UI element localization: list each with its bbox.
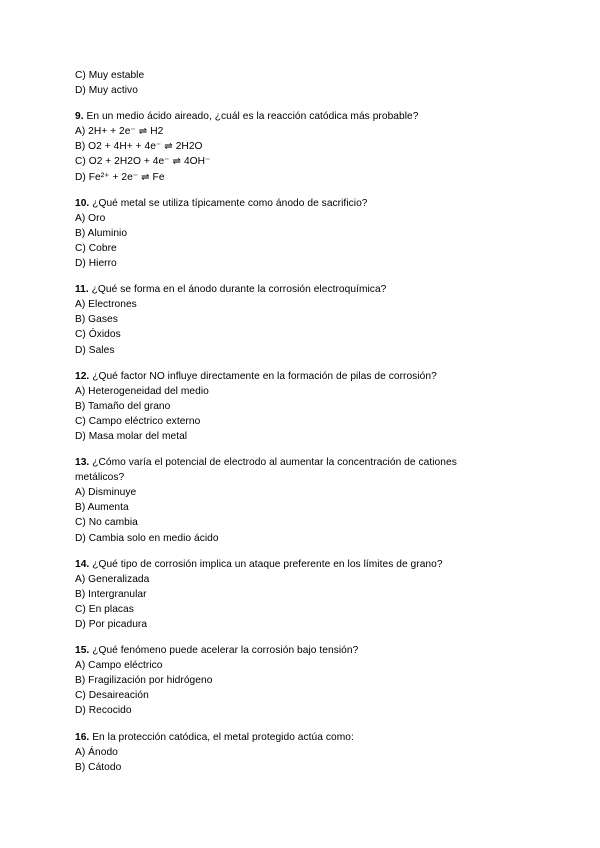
question-number: 14. xyxy=(75,558,90,570)
option-line: B) Fragilización por hidrógeno xyxy=(75,675,213,687)
option-line: D) Por picadura xyxy=(75,619,148,630)
question-list xyxy=(75,109,545,775)
question-prompt: ¿Qué se forma en el ánodo durante la corrosión electroquímica? xyxy=(91,284,387,296)
question-prompt: ¿Qué tipo de corrosión implica un ataque preferente en los límites de grano? xyxy=(92,558,443,570)
option-line: D) Cambia solo en medio ácido xyxy=(75,532,219,544)
option-line: C) Muy estable xyxy=(75,70,145,81)
question-prompt: ¿Cómo varía el potencial de electrodo al aumentar la concentración de cationes metálicos? xyxy=(75,457,457,484)
document-page xyxy=(75,68,545,775)
question-text xyxy=(75,109,493,124)
question-block xyxy=(75,369,545,444)
option-line: C) Óxidos xyxy=(75,329,121,341)
question-text xyxy=(75,369,493,384)
question-text xyxy=(75,730,493,745)
option-line: A) Disminuye xyxy=(75,487,137,499)
question-prompt: ¿Qué fenómeno puede acelerar la corrosión bajo tensión? xyxy=(92,645,359,657)
option-line: A) 2H+ + 2e⁻ ⇌ H2 xyxy=(75,126,164,138)
question-block xyxy=(75,109,545,184)
option-line: B) Cátodo xyxy=(75,761,122,773)
question-number: 13. xyxy=(75,457,90,469)
option-line: C) En placas xyxy=(75,603,134,615)
question-prompt: En un medio ácido aireado, ¿cuál es la reacción catódica más probable? xyxy=(86,111,419,123)
question-number: 16. xyxy=(75,731,90,743)
question-text xyxy=(75,643,493,658)
question-text xyxy=(75,557,493,572)
option-line: B) O2 + 4H+ + 4e⁻ ⇌ 2H2O xyxy=(75,141,203,153)
question-prompt: ¿Qué factor NO influye directamente en la formación de pilas de corrosión? xyxy=(92,370,437,382)
option-line: B) Aumenta xyxy=(75,502,129,514)
option-line: D) Recocido xyxy=(75,705,132,717)
question-block xyxy=(75,730,545,775)
question-prompt: En la protección catódica, el metal protegido actúa como: xyxy=(92,731,354,743)
question-number: 11. xyxy=(75,284,89,296)
option-line: A) Oro xyxy=(75,212,106,224)
option-line: B) Tamaño del grano xyxy=(75,400,171,412)
question-block xyxy=(75,196,545,271)
option-line: B) Gases xyxy=(75,314,118,326)
question-prompt: ¿Qué metal se utiliza típicamente como ánodo de sacrificio? xyxy=(92,197,368,209)
option-line: D) Sales xyxy=(75,344,115,356)
question-text xyxy=(75,455,493,485)
option-line: A) Ánodo xyxy=(75,746,118,758)
option-line: C) O2 + 2H2O + 4e⁻ ⇌ 4OH⁻ xyxy=(75,156,211,168)
question-block xyxy=(75,455,545,546)
option-line: A) Electrones xyxy=(75,299,137,311)
option-line: D) Fe²⁺ + 2e⁻ ⇌ Fe xyxy=(75,171,165,183)
option-line: C) Desaireación xyxy=(75,690,149,702)
question-block xyxy=(75,557,545,632)
option-line: D) Masa molar del metal xyxy=(75,430,188,442)
question-number: 15. xyxy=(75,645,90,657)
option-line: B) Intergranular xyxy=(75,588,147,600)
option-line: D) Hierro xyxy=(75,258,117,270)
question-block xyxy=(75,643,545,718)
leading-options xyxy=(75,68,545,98)
option-line: C) Campo eléctrico externo xyxy=(75,415,201,427)
option-line: D) Muy activo xyxy=(75,85,138,97)
option-line: A) Heterogeneidad del medio xyxy=(75,385,209,397)
option-line: C) Cobre xyxy=(75,242,117,254)
question-text xyxy=(75,196,493,211)
question-number: 9. xyxy=(75,111,84,123)
option-line: A) Generalizada xyxy=(75,573,150,585)
option-line: B) Aluminio xyxy=(75,227,128,239)
question-text xyxy=(75,282,493,297)
question-block xyxy=(75,282,545,357)
question-number: 10. xyxy=(75,197,90,209)
option-line: C) No cambia xyxy=(75,517,138,529)
option-line: A) Campo eléctrico xyxy=(75,660,163,672)
question-number: 12. xyxy=(75,370,90,382)
